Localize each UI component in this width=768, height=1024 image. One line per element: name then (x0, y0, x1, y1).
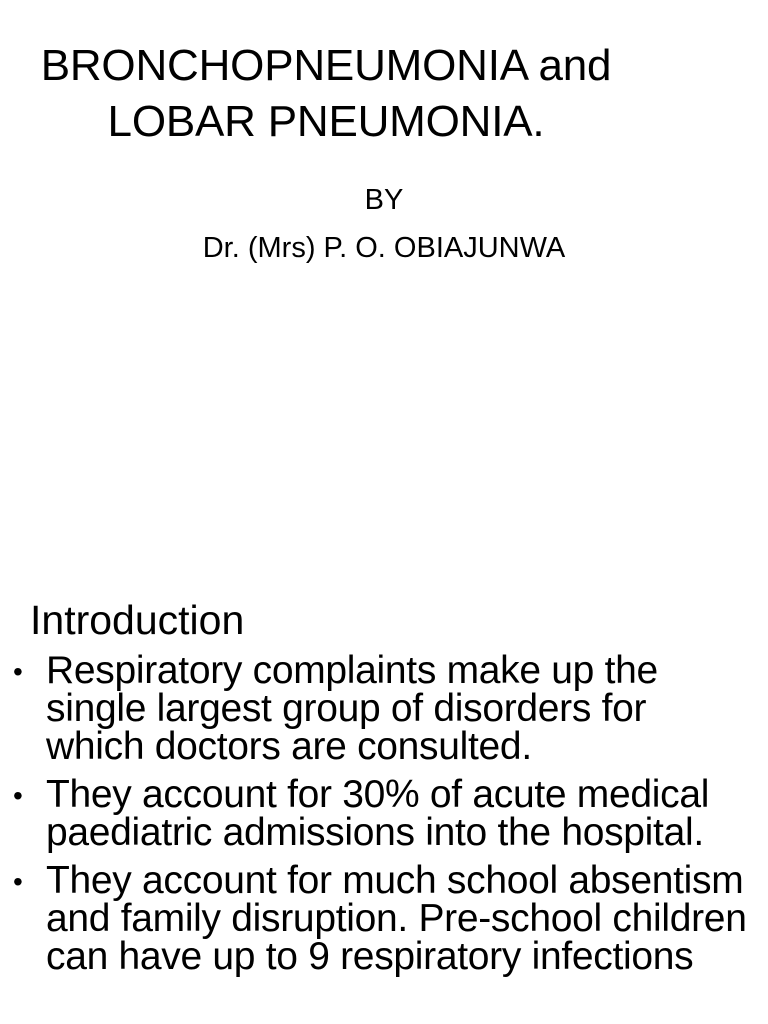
slide-title-line-1: BRONCHOPNEUMONIA and (40, 41, 612, 90)
bullet-item-2 (0, 773, 768, 854)
introduction-slide (0, 560, 768, 1024)
bullet-icon: • (13, 866, 23, 897)
section-heading: Introduction (30, 597, 245, 643)
bullet-icon: • (13, 780, 23, 811)
bullet-item-1 (0, 649, 768, 768)
slide-title (0, 38, 652, 150)
bullet-item-3 (0, 859, 768, 978)
by-line: BY (364, 184, 404, 216)
bullet-text: Respiratory complaints make up the single largest group of disorders for which doctors are consulted. (46, 649, 658, 768)
slide-title-line-2: LOBAR PNEUMONIA. (107, 97, 545, 146)
bullet-text: They account for much school absentism and family disruption. Pre-school children can have up to 9 respiratory infections (46, 859, 747, 978)
bullet-icon: • (13, 656, 23, 687)
bullet-list (0, 649, 768, 986)
author-name: Dr. (Mrs) P. O. OBIAJUNWA (202, 232, 566, 264)
bullet-text: They account for 30% of acute medical paediatric admissions into the hospital. (46, 773, 710, 854)
